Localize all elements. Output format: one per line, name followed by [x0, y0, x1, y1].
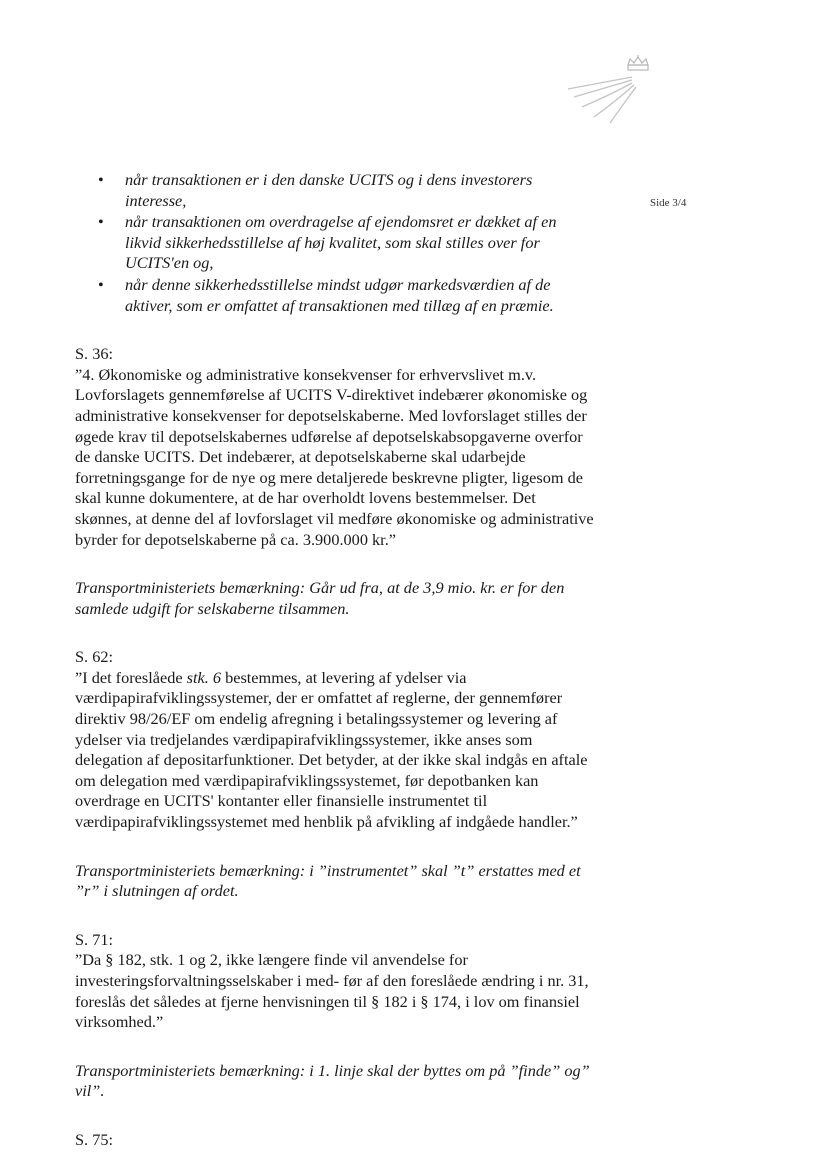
quote-s62-part-b: bestemmes, at levering af ydelser via værdipapirafviklingssystemer, der er omfattet af reglerne, der gennemfører direktiv 98/26/EF om endelig afregning i betalingssystemer og levering af ydelser via tredjelandes værdipapirafviklingssystemer, ikke anses som delegation af depositarfunktioner. Det betyder, at der ikke skal indgås en aftale om delegation med værdipapirafviklingssystemet, før depotbanken kan overdrage en UCITS' kontanter eller finansielle instrumentet til værdipapirafviklingssystemet med henblik på afvikling af indgåede handler.” [75, 667, 588, 832]
bullet-item: • når transaktionen om overdragelse af ejendomsret er dækket af en likvid sikkerhedsstillelse af høj kvalitet, som skal stilles over for UCITS'en og, [125, 212, 595, 274]
quote-s71: ”Da § 182, stk. 1 og 2, ikke længere finde vil anvendelse for investeringsforvaltningsselskaber i med- før af den foreslåede ændring i nr. 31, foreslås det således at fjerne henvisningen til § 182 i § 174, i lov om finansiel virksomhed.” [75, 950, 589, 1032]
page-number: Side 3/4 [650, 197, 687, 209]
quote-s36: ”4. Økonomiske og administrative konsekvenser for erhvervslivet m.v. Lovforslagets gennemførelse af UCITS V-direktivet indebærer økonomiske og administrative konsekvenser for depotselskaberne. Med lovforslaget stilles der øgede krav til depotselskabernes udførelse af depotselskabsopgaverne overfor de danske UCITS. Det indebærer, at depotselskaberne skal udarbejde forretningsgange for de nye og mere detaljerede beskrevne pligter, ligesom de skal kunne dokumentere, at de har overholdt lovens bestemmelser. Det skønnes, at denne del af lovforslaget vil medføre økonomiske og administrative byrder for depotselskaberne på ca. 3.900.000 kr.” [75, 364, 594, 549]
quote-s62-part-a: ”I det foreslåede [75, 667, 187, 687]
crown-wings-logo [560, 55, 660, 125]
document-body [75, 170, 595, 1151]
quote-s62 [75, 668, 595, 833]
bullet-item: • når denne sikkerhedsstillelse mindst udgør markedsværdien af de aktiver, som er omfattet af transaktionen med tillæg af en præmie. [125, 275, 595, 316]
section-ref-s62: S. 62: [75, 647, 114, 667]
remark-s36: Transportministeriets bemærkning: Går ud fra, at de 3,9 mio. kr. er for den samlede udgift for selskaberne tilsammen. [75, 578, 565, 618]
section-ref-s36: S. 36: [75, 344, 114, 364]
section-ref-s71: S. 71: [75, 929, 114, 949]
section-ref-s75: S. 75: [75, 1129, 114, 1149]
remark-s62: Transportministeriets bemærkning: i ”instrumentet” skal ”t” erstattes med et ”r” i slutningen af ordet. [75, 860, 581, 901]
bullet-list [75, 170, 595, 316]
remark-s71: Transportministeriets bemærkning: i 1. linje skal der byttes om på ”finde” og” vil”. [75, 1060, 590, 1101]
quote-s62-italic: stk. 6 [186, 667, 222, 687]
bullet-item: • når transaktionen er i den danske UCITS og i dens investorers interesse, [125, 170, 595, 211]
